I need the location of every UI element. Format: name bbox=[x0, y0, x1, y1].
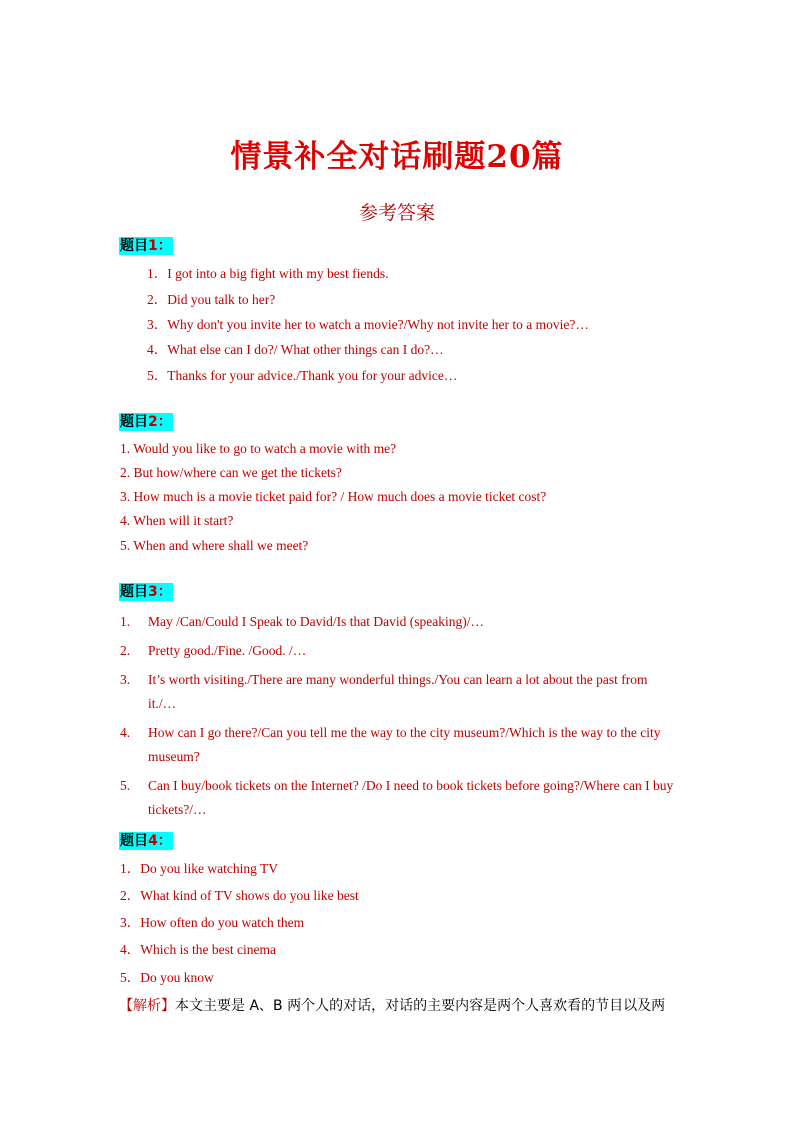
answer-line: Can I buy/book tickets on the Internet? /Do I need to book tickets before going?/Where can I buy tickets?/… bbox=[148, 778, 674, 817]
question-heading-number: 4： bbox=[148, 833, 172, 849]
answer-line: 1. Would you like to go to watch a movie with me? bbox=[120, 441, 397, 456]
answer-number: 5. bbox=[120, 778, 131, 793]
answer-line: 3．How often do you watch them bbox=[120, 915, 305, 930]
answer-line: 1．I got into a big fight with my best fiends. bbox=[147, 266, 389, 281]
answer-line: It’s worth visiting./There are many wonderful things./You can learn a lot about the past from it./… bbox=[148, 672, 648, 711]
answer-line: May /Can/Could I Speak to David/Is that David (speaking)/… bbox=[148, 614, 484, 629]
question-heading-label: 题目 bbox=[120, 833, 148, 849]
question-heading-3 bbox=[119, 583, 173, 601]
page-subtitle: 参考答案 bbox=[358, 202, 435, 224]
question-heading-label: 题目 bbox=[120, 414, 148, 430]
answer-line: 4. When will it start? bbox=[120, 513, 234, 528]
answer-number: 4. bbox=[120, 725, 131, 740]
question-heading-1 bbox=[119, 237, 173, 255]
answer-line: How can I go there?/Can you tell me the way to the city museum?/Which is the way to the city museum? bbox=[148, 725, 661, 764]
analysis-tag: 【解析】 bbox=[119, 998, 175, 1014]
question-heading-label: 题目 bbox=[120, 584, 148, 600]
page-title: 情景补全对话刷题20篇 bbox=[230, 139, 564, 175]
answer-line: 2. But how/where can we get the tickets? bbox=[120, 465, 342, 480]
question-heading-4 bbox=[119, 832, 173, 850]
answer-line: Pretty good./Fine. /Good. /… bbox=[148, 643, 307, 658]
answer-line: 3．Why don't you invite her to watch a movie?/Why not invite her to a movie?… bbox=[147, 317, 589, 332]
answer-line: 5. When and where shall we meet? bbox=[120, 538, 309, 553]
answer-number: 2. bbox=[120, 643, 131, 658]
answer-line: 2．Did you talk to her? bbox=[147, 292, 276, 307]
question-heading-number: 2： bbox=[148, 414, 172, 430]
answer-line: 5．Thanks for your advice./Thank you for your advice… bbox=[147, 368, 458, 383]
answer-line: 4．What else can I do?/ What other things can I do?… bbox=[147, 342, 444, 357]
answer-line: 5．Do you know bbox=[120, 970, 214, 985]
question-heading-number: 1： bbox=[148, 238, 172, 254]
answer-line: 2．What kind of TV shows do you like best bbox=[120, 888, 359, 903]
question-heading-number: 3： bbox=[148, 584, 172, 600]
analysis-text: 本文主要是 A、B 两个人的对话，对话的主要内容是两个人喜欢看的节目以及两 bbox=[175, 998, 666, 1014]
answer-number: 3. bbox=[120, 672, 131, 687]
question-heading-2 bbox=[119, 413, 173, 431]
answer-line: 1．Do you like watching TV bbox=[120, 861, 278, 876]
question-heading-label: 题目 bbox=[120, 238, 148, 254]
analysis-paragraph bbox=[119, 996, 665, 1016]
answer-line: 4．Which is the best cinema bbox=[120, 942, 276, 957]
answer-line: 3. How much is a movie ticket paid for? / How much does a movie ticket cost? bbox=[120, 489, 547, 504]
answer-number: 1. bbox=[120, 614, 131, 629]
